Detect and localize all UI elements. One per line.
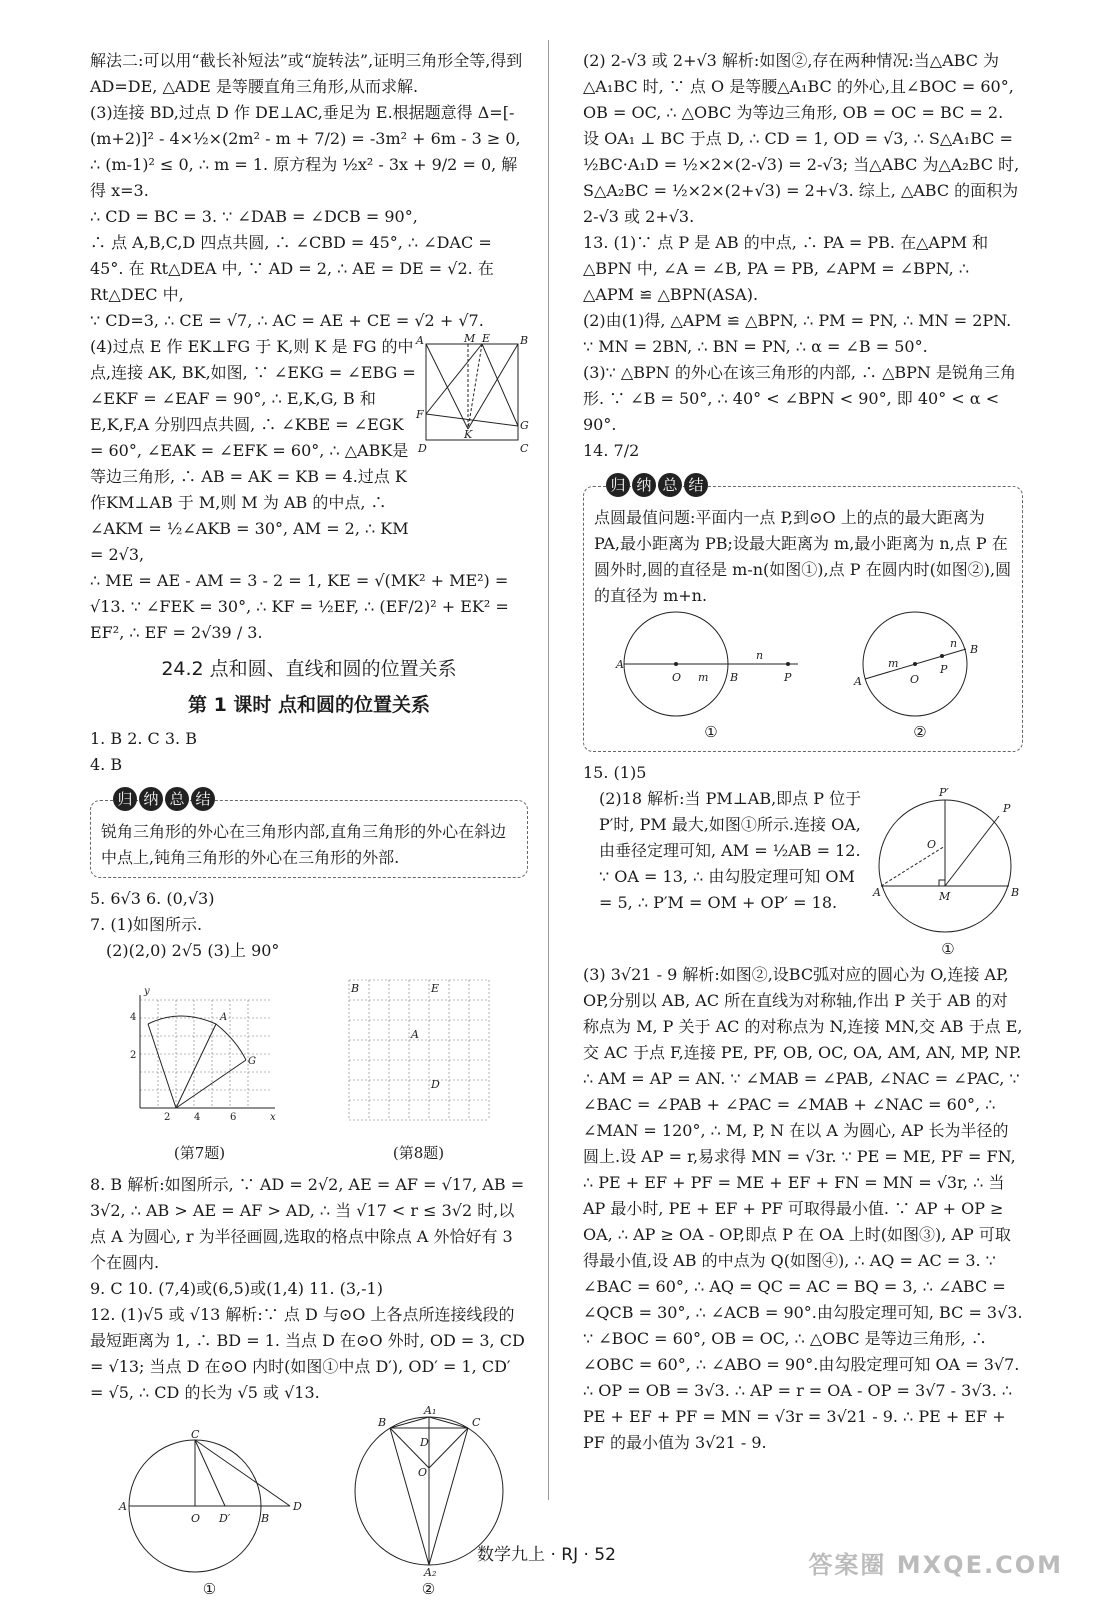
svg-text:M: M bbox=[939, 890, 951, 903]
point-p-dot-2 bbox=[940, 654, 944, 658]
answer-13c: (3)∵ △BPN 的外心在该三角形的内部, ∴ △BPN 是锐角三角形. ∵ ∠B = 50°, ∴ 40° < ∠BPN < 90°, 即 40° < α < 90°. bbox=[583, 363, 1017, 434]
svg-text:4: 4 bbox=[129, 1012, 136, 1023]
svg-text:B: B bbox=[1011, 886, 1020, 899]
figure-box-1 bbox=[616, 609, 806, 719]
summary-text-left: 锐角三角形的外心在三角形内部,直角三角形的外心在斜边中点上,钝角三角形的外心在三角形的外部. bbox=[101, 822, 507, 867]
svg-text:m: m bbox=[698, 671, 709, 684]
svg-text:M: M bbox=[464, 332, 476, 345]
figure-q8 bbox=[339, 970, 499, 1140]
square-figure bbox=[416, 334, 528, 454]
svg-text:C: C bbox=[190, 1428, 199, 1441]
caption-box-1: ① bbox=[704, 723, 718, 741]
answer-4: 4. B bbox=[90, 755, 123, 774]
text-p7: (4)过点 E 作 EK⊥FG 于 K,则 K 是 FG 的中点,连接 AK, BK,如图, ∵ ∠EKG = ∠EBG = ∠EKF = ∠EAF = 90°, ∴ E,K,G, B 和 E,K,F,A 分别四点共圆, ∴ ∠KBE = ∠EGK = 60°, ∠EAK = ∠EFK = 60°, ∴ △ABK是等边三角形, ∴ AB = AK = KB = 4.过点 K 作KM⊥AB 于 M,则 M 为 AB 的中点, ∴ ∠AKM = ½∠AKB = 30°, AM = 2, ∴ KM = 2√3, bbox=[90, 337, 416, 564]
text-p1: 解法二:可以用“截长补短法”或“旋转法”,证明三角形全等,得到 AD=DE, △ADE 是等腰直角三角形,从而求解. bbox=[90, 51, 523, 96]
svg-text:x: x bbox=[269, 1112, 276, 1123]
summary-box-right bbox=[583, 476, 1023, 752]
svg-text:6: 6 bbox=[229, 1112, 236, 1123]
svg-text:O: O bbox=[417, 1466, 427, 1479]
text-p6: ∵ CD=3, ∴ CE = √7, ∴ AC = AE + CE = √2 + √7. bbox=[90, 311, 484, 330]
answer-15-1: 15. (1)5 bbox=[583, 763, 647, 782]
svg-text:D: D bbox=[292, 1500, 302, 1513]
svg-text:C: C bbox=[520, 442, 529, 455]
svg-text:G: G bbox=[520, 419, 529, 432]
answer-8: 8. B 解析:如图所示, ∵ AD = 2√2, AE = AF = √17, AB = 3√2, ∴ AB > AE = AF > AD, ∴ 当 √17 < r ≤ 3√2 时,以点 A 为圆心, r 为半径画圆,选取的格点中除点 A 外恰好有 3 个在圆内. bbox=[90, 1175, 525, 1272]
text-p8: ∴ ME = AE - AM = 3 - 2 = 1, KE = √(MK² + ME²) = √13. ∵ ∠FEK = 30°, ∴ KF = ½EF, ∴ (EF/2)² + EK² = EF², ∴ EF = 2√39 / 3. bbox=[90, 571, 509, 642]
svg-text:B: B bbox=[970, 643, 979, 656]
center-dot-2 bbox=[913, 662, 917, 666]
figure-q15 bbox=[873, 786, 1023, 936]
svg-text:A₂: A₂ bbox=[423, 1566, 436, 1579]
summary-figures bbox=[594, 609, 1012, 745]
svg-text:D: D bbox=[430, 1078, 440, 1091]
svg-text:F: F bbox=[416, 408, 424, 421]
svg-text:A: A bbox=[873, 886, 881, 899]
svg-text:B: B bbox=[260, 1512, 269, 1525]
answer-14: 14. 7/2 bbox=[583, 441, 640, 460]
summary-text-right: 点圆最值问题:平面内一点 P,到⊙O 上的点的最大距离为 PA,最小距离为 PB;设最大距离为 m,最小距离为 n,点 P 在圆外时,圆的直径是 m-n(如图①),点 P 在圆内时(如图②),圆的直径为 m+n. bbox=[594, 508, 1012, 605]
column-divider bbox=[548, 40, 549, 1500]
svg-text:D: D bbox=[418, 442, 427, 455]
lesson-title: 第 1 课时 点和圆的位置关系 bbox=[187, 694, 431, 716]
svg-text:D′: D′ bbox=[218, 1512, 230, 1525]
svg-text:2: 2 bbox=[163, 1112, 170, 1123]
svg-text:4: 4 bbox=[193, 1112, 200, 1123]
grid-figures bbox=[90, 970, 528, 1166]
answer-12-2: (2) 2-√3 或 2+√3 解析:如图②,存在两种情况:当△ABC 为△A₁BC 时, ∵ 点 O 是等腰△A₁BC 的外心,且∠BOC = 60°, OB = OC, ∴ △OBC 为等边三角形, OB = OC = BC = 2. 设 OA₁ ⊥ BC 于点 D, ∴ CD = 1, OD = √3, ∴ S△A₁BC = ½BC·A₁D = ½×2×(2-√3) = 2-√3; 当△ABC 为△A₂BC 时, S△A₂BC = ½×2×(2+√3) = 2+√3. 综上, △ABC 的面积为 2-√3 或 2+√3. bbox=[583, 51, 1020, 226]
svg-text:A: A bbox=[854, 675, 862, 688]
q15-2-block bbox=[583, 786, 1023, 962]
svg-text:n: n bbox=[756, 649, 764, 662]
svg-text:B: B bbox=[730, 671, 739, 684]
text-p5: ∴ 点 A,B,C,D 四点共圆, ∴ ∠CBD = 45°, ∴ ∠DAC = 45°. 在 Rt△DEA 中, ∵ AD = 2, ∴ AE = DE = √2. 在 Rt△DEC 中, bbox=[90, 233, 494, 304]
left-column bbox=[90, 48, 528, 1602]
answer-7b: (2)(2,0) 2√5 (3)上 90° bbox=[106, 941, 280, 960]
page-footer: 数学九上 · RJ · 52 bbox=[477, 1545, 616, 1565]
q12-figures bbox=[90, 1406, 528, 1602]
svg-text:B: B bbox=[377, 1416, 386, 1429]
svg-text:A: A bbox=[416, 334, 424, 347]
summary-box-title-right: 归 纳 总 结 bbox=[606, 473, 710, 497]
center-dot bbox=[674, 662, 678, 666]
right-angle-mark bbox=[939, 880, 945, 886]
svg-text:E: E bbox=[482, 332, 491, 345]
answer-1-3: 1. B 2. C 3. B bbox=[90, 729, 197, 748]
figure-q7 bbox=[120, 980, 280, 1140]
svg-text:n: n bbox=[950, 637, 958, 650]
figure-box-2 bbox=[850, 609, 990, 719]
svg-text:A: A bbox=[616, 658, 624, 671]
svg-text:E: E bbox=[430, 982, 439, 995]
svg-text:B: B bbox=[350, 982, 359, 995]
answer-13b: (2)由(1)得, △APM ≌ △BPN, ∴ PM = PN, ∴ MN = 2PN. ∵ MN = 2BN, ∴ BN = PN, ∴ α = ∠B = 50°. bbox=[583, 311, 1012, 356]
svg-text:O: O bbox=[910, 673, 920, 686]
svg-text:A: A bbox=[410, 1028, 419, 1041]
summary-box-title: 归 纳 总 结 bbox=[113, 787, 217, 811]
svg-text:P: P bbox=[784, 671, 792, 684]
answer-7a: 7. (1)如图所示. bbox=[90, 915, 203, 934]
text-p2: (3)连接 BD,过点 D 作 DE⊥AC,垂足为 E.根据题意得 Δ=[-(m+2)]² - 4×½×(2m² - m + 7/2) = -3m² + 6m - 3 ≥ 0, bbox=[90, 103, 521, 148]
caption-q15: ① bbox=[941, 940, 955, 958]
right-column bbox=[583, 48, 1023, 1456]
svg-text:O: O bbox=[927, 838, 937, 851]
svg-text:O: O bbox=[672, 671, 682, 684]
caption-q12-2: ② bbox=[421, 1580, 436, 1598]
answer-13a: 13. (1)∵ 点 P 是 AB 的中点, ∴ PA = PB. 在△APM 和△BPN 中, ∠A = ∠B, PA = PB, ∠APM = ∠BPN, ∴ △APM ≌ △BPN(ASA). bbox=[583, 233, 989, 304]
svg-text:y: y bbox=[143, 986, 150, 997]
svg-text:P: P bbox=[1003, 802, 1011, 815]
q4-block bbox=[90, 334, 528, 568]
svg-text:P′: P′ bbox=[939, 786, 949, 799]
caption-box-2: ② bbox=[913, 723, 927, 741]
answer-15-3: (3) 3√21 - 9 解析:如图②,设BC弧对应的圆心为 O,连接 AP, OP,分别以 AB, AC 所在直线为对称轴,作出 P 关于 AB 的对称点为 M, P 关于 AC 的对称点为 N,连接 MN,交 AB 于点 E,交 AC 于点 F,连接 PE, PF, OB, OC, OA, AM, AN, MP, NP. ∴ AM = AP = AN. ∵ ∠MAB = ∠PAB, ∠NAC = ∠PAC, ∵ ∠BAC = ∠PAB + ∠PAC = ∠MAB + ∠NAC = 60°, ∴ ∠MAN = 120°, ∴ M, P, N 在以 A 为圆心, AP 长为半径的圆上.设 AP = r,易求得 MN = √3r. ∵ PE = ME, PF = FN, ∴ PE + EF + PF = ME + EF + FN = MN = √3r, ∴ 当 AP 最小时, PE + EF + PF 可取得最小值. ∵ AP + OP ≥ OA, ∴ AP ≥ OA - OP,即点 P 在 OA 上时(如图③), AP 可取得最小值,设 AB 的中点为 Q(如图④), ∴ AQ = AC = 3. ∵ ∠BAC = 60°, ∴ AQ = QC = AC = BQ = 3, ∴ ∠ABC = ∠QCB = 30°, ∴ ∠ACB = 90°.由勾股定理可知, BC = 3√3. ∵ ∠BOC = 60°, OB = OC, ∴ △OBC 是等边三角形, ∴ ∠OBC = 60°, ∴ ∠ABO = 90°.由勾股定理可知 OA = 3√7. ∴ OP = OB = 3√3. ∴ AP = r = OA - OP = 3√7 - 3√3. ∴ PE + EF + PF = MN = √3r = 3√21 - 9. ∴ PE + EF + PF 的最小值为 3√21 - 9. bbox=[583, 965, 1023, 1452]
svg-text:K: K bbox=[464, 428, 473, 441]
caption-q7: (第7题) bbox=[173, 1144, 226, 1162]
text-p3: ∴ (m-1)² ≤ 0, ∴ m = 1. 原方程为 ½x² - 3x + 9/2 = 0, 解得 x=3. bbox=[90, 155, 518, 200]
answer-15-2: (2)18 解析:当 PM⊥AB,即点 P 位于 P′时, PM 最大,如图①所示.连接 OA,由垂径定理可知, AM = ½AB = 12. ∵ OA = 13, ∴ 由勾股定理可知 OM = 5, ∴ P′M = OM + OP′ = 18. bbox=[599, 789, 862, 912]
answer-12: 12. (1)√5 或 √13 解析:∵ 点 D 与⊙O 上各点所连接线段的最短距离为 1, ∴ BD = 1. 当点 D 在⊙O 外时, OD = 3, CD = √13; 当点 D 在⊙O 内时(如图①中点 D′), OD′ = 1, CD′ = √5, ∴ CD 的长为 √5 或 √13. bbox=[90, 1305, 525, 1402]
text-p4: ∴ CD = BC = 3. ∵ ∠DAB = ∠DCB = 90°, bbox=[90, 207, 418, 226]
svg-text:G: G bbox=[247, 1056, 256, 1067]
svg-text:D: D bbox=[419, 1436, 429, 1449]
point-p-dot bbox=[786, 662, 790, 666]
section-title: 24.2 点和圆、直线和圆的位置关系 bbox=[161, 658, 457, 680]
caption-q12-1: ① bbox=[202, 1580, 217, 1598]
svg-text:A₁: A₁ bbox=[423, 1404, 436, 1417]
caption-q8: (第8题) bbox=[392, 1144, 445, 1162]
svg-text:2: 2 bbox=[129, 1050, 136, 1061]
answer-5-6: 5. 6√3 6. (0,√3) bbox=[90, 889, 215, 908]
svg-text:C: C bbox=[471, 1416, 480, 1429]
svg-text:B: B bbox=[520, 334, 529, 347]
svg-text:A: A bbox=[219, 1012, 227, 1023]
svg-text:m: m bbox=[888, 657, 899, 670]
summary-box-left bbox=[90, 790, 528, 878]
svg-text:O: O bbox=[190, 1512, 200, 1525]
svg-text:P: P bbox=[940, 663, 948, 676]
watermark: 答案圈 MXQE.COM bbox=[808, 1551, 1063, 1579]
svg-text:A: A bbox=[118, 1500, 127, 1513]
answer-9-11: 9. C 10. (7,4)或(6,5)或(1,4) 11. (3,-1) bbox=[90, 1279, 383, 1298]
